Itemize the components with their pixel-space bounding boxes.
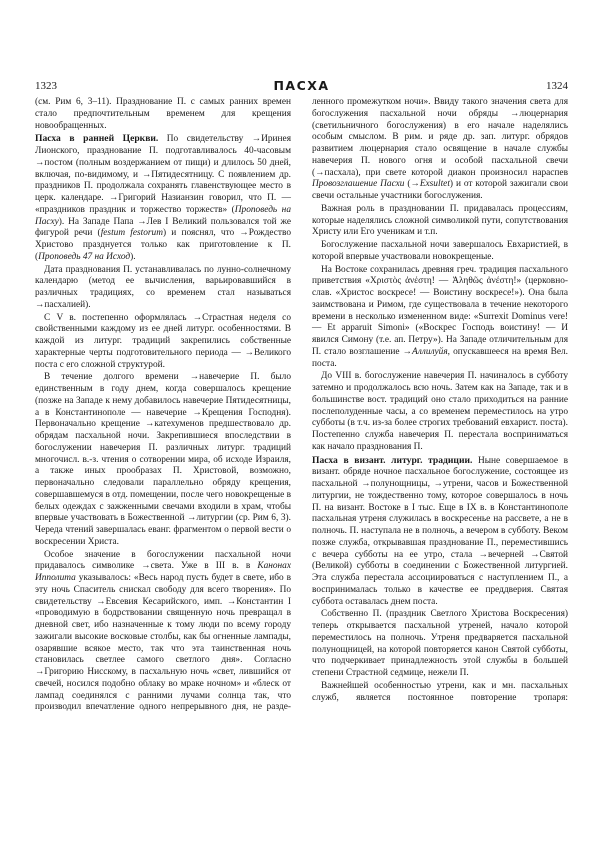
- body-text: (→: [404, 179, 420, 190]
- italic-text: Провозглашение Пасхи: [312, 179, 405, 190]
- body-text: В течение долгого времени →навечерие П. было единственным в году днем, когда совершалось крещение (позже на Западе к нему добавилось навечерие Пятидесятницы, а в Константинополе — навечерие →Крещения Господня). Первоначально крещение →катехуменов предшествовало др. обрядам пасхальной ночи. Закрепившиеся впоследствии в богослужении навечерия П. различных литург. традиций многочисл. в.-з. чтения о сотворении мира, об исходе Израиля, а также иных прообразах П. Христовой, возможно, первоначально следовали параллельно обряду крещения, совершавшемуся в отд. помещении, после чего новокрещеные в белых одеждах с зажженными свечами входили в храм, чтобы впервые участвовать в Божественной →литургии (ср. Рим 6, 3). Череда чтений завершалась еванг. фрагментом о первой вести о воскресении Христа.: [35, 372, 291, 547]
- body-text: Богослужение пасхальной ночи завершалось Евхаристией, в которой впервые участвовали новокрещеные.: [312, 240, 568, 262]
- paragraph: [312, 371, 568, 453]
- running-header: [35, 78, 568, 94]
- body-text: Дата празднования П. устанавливалась по лунно-солнечному календарю (метод ее вычисления, варьировавшийся в различных традициях, со временем стал называться →пасхалией).: [35, 264, 291, 310]
- italic-text: Проповедь 47 на Исход: [38, 251, 131, 262]
- body-text: Важнейшей особенностью утрени, как и мн. пасхальных служб, является постоянное повторение тропаря:: [312, 680, 568, 703]
- body-text: Ныне совершаемое в визант. обряде ночное пасхальное богослужение, состоящее из пасхальной →полунощницы, →утрени, часов и Божественной литургии, не тождественно тому, которое совершалось в ночь П. на визант. Востоке в I тыс. Еще в IX в. в Константинополе пасхальная утреня служилась в воскресенье на рассвете, а не в полночь. П. наступала не в полночь, а вечером в субботу. Веком позже служба, открывавшая празднование П., переместившись с вечера субботы на ее утро, стала →вечерней →Святой (Великой) субботы в соединении с Божественной литургией. Эта служба перестала ассоциироваться с наступлением П., а воспринималась только в качестве ее преддверия. Святая суббота оставалась днем поста.: [312, 455, 568, 607]
- paragraph: [312, 265, 568, 371]
- body-text: Особое значение в богослужении пасхальной ночи придавалось символике →света. Уже в III в. в: [35, 549, 291, 572]
- paragraph: [312, 97, 568, 203]
- body-text: По свидетельству →Иринея Лионского, празднование П. подготавливалось 40-часовым →постом (полным воздержанием от пищи) и длилось 50 дней, включая, по-видимому, и →Пятидесятницу. С появлением др. праздников П. продолжала сохранять главенствующее место в церк. календаре. →Григорий Назианзин говорил, что П. — «праздников праздник и торжество торжеств» (: [35, 134, 291, 215]
- page-number-left: 1323: [35, 80, 57, 92]
- italic-text: festum festorum: [100, 228, 163, 239]
- italic-text: Канонах Ипполита: [35, 561, 291, 583]
- paragraph: [35, 372, 291, 548]
- paragraph: [35, 550, 291, 715]
- body-text: ).: [130, 251, 136, 262]
- text-column-left: [35, 97, 291, 715]
- body-text: ) и от которой зажигали свои свечи остальные участники богослужения.: [312, 179, 569, 201]
- body-text: указывалось: «Весь народ пусть будет в свете, ибо в эту ночь Спаситель снискал свободу для всего творения». По свидетельству →Евсевия Кесарийского, имп. →Константин I «проводимую в бодрствовании священную ночь превращал в дневной свет, ибо назначенные к тому люди по всему городу зажигали высокие восковые столбы, как бы огненные лампады, озарявшие всякое место, так что эта таинственная ночь становилась светлее самого светлого дня». Согласно →Григорию Нисскому, в пасхальную ночь «свет, лившийся от свечей, носился подобно облаку во мраке ночном» и «блеск от лампад соединялся с ранними лучами солнца так, что производил впечатление одного непрерывного дня, не разде-: [35, 573, 291, 713]
- body-text: С V в. постепенно оформлялась →Страстная неделя со свойственными каждому из ее дней литург. особенностями. В каждой из литург. традиций закрепились собственные характерные черты подготовительного периода — →Великого поста с его сложной структурой.: [35, 312, 291, 370]
- paragraph: [35, 313, 291, 372]
- paragraph: [312, 455, 568, 609]
- body-text: До VIII в. богослужение навечерия П. начиналось в субботу затемно и продолжалось всю ночь. Затем как на Западе, так и в большинстве вост. традиций оно стало приходиться на ранние послеполуденные часы, а со временем переместилось на утро субботы (в т.ч. из-за более строгих требований евхарист. поста). Постепенно служба навечерия П. перестала восприниматься как начало празднования П.: [312, 371, 568, 452]
- italic-text: Аллилуйя: [412, 346, 448, 357]
- body-text: ленного промежутком ночи». Ввиду такого значения света для богослужения пасхальной ночи обряды →люцернария (светильничного богослужения) в его начале наделялись особым смыслом. В рим. и ряде др. зап. литург. обрядов развитием люцернария стало освящение в начале службы навечерия П. нового огня и особой пасхальной свечи (→пасхала), при свете которой диакон произносил нараспев: [312, 97, 568, 178]
- body-text: ). На Западе Папа →Лев I Великий пользовался той же фигурой речи (: [35, 216, 291, 239]
- paragraph: [35, 97, 291, 132]
- italic-text: Проповедь на Пасху: [35, 204, 291, 227]
- section-heading: Пасха в ранней Церкви.: [35, 133, 159, 145]
- body-text: Собственно П. (праздник Светлого Христова Воскресения) теперь открывается пасхальной утреней, начало которой переместилось на полночь. Утреня предваряется пасхальной полунощницей, на которой повторяется канон Святой субботы, что подчеркивает принадлежность этой службы в большей степени Страстной седмице, нежели П.: [312, 609, 568, 678]
- body-text: , опускавшееся на время Вел. поста.: [312, 346, 568, 369]
- running-title: ПАСХА: [273, 78, 330, 93]
- text-column-right: [312, 97, 568, 705]
- italic-text: Exsultet: [419, 179, 450, 190]
- paragraph: [312, 681, 568, 705]
- paragraph: [312, 204, 568, 239]
- paragraph: [312, 609, 568, 680]
- body-text: (см. Рим 6, 3–11). Празднование П. с самых ранних времен стало предпочтительным временем для крещения новообращенных.: [35, 97, 291, 131]
- body-text: ) и пояснял, что →Рождество Христово празднуется только как приготовление к П. (: [35, 228, 291, 262]
- section-heading: Пасха в визант. литург. традиции.: [312, 454, 473, 466]
- paragraph: [35, 133, 291, 263]
- paragraph: [35, 265, 291, 312]
- page-number-right: 1324: [546, 80, 568, 92]
- paragraph: [312, 240, 568, 264]
- body-text: Важная роль в праздновании П. придавалась процессиям, которые наделялись сложной символикой пути, сопутствования Христу или Его ученикам и т.п.: [312, 203, 568, 238]
- body-text: На Востоке сохранилась древняя греч. традиция пасхального приветствия «Χριστὸς ἀνέστη! — Ἀληθῶς ἀνέστη!» (церковно-слав. «Христос воскресе! — Воистину воскресе!»). Она была заимствована и Римом, где существовала в течение некоторого времени в несколько измененном виде: «Surrexit Dominus vere! — Et apparuit Simoni» («Воскрес Господь воистину! — И явился Симону (т.е. ап. Петру»). На Западе отличительным для П. стало возглашение →: [312, 264, 568, 357]
